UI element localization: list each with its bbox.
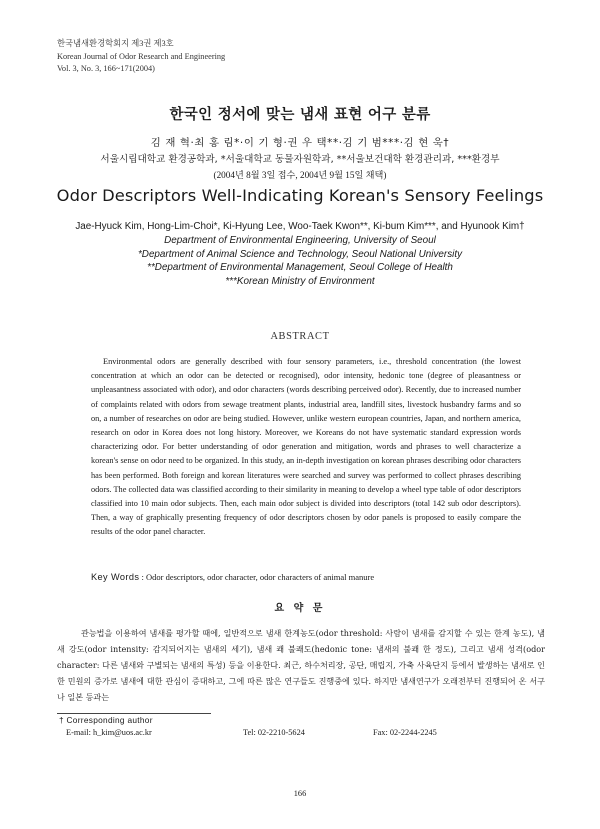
summary-korean-heading: 요 약 문 (274, 603, 326, 614)
keywords-separator: : (139, 572, 146, 582)
journal-title-ko: 한국냄새환경학회지 제3권 제3호 (57, 39, 174, 48)
corresponding-email: E-mail: h_kim@uos.ac.kr (66, 728, 152, 737)
affiliation-english: Department of Environmental Engineering, University of Seoul (164, 235, 436, 246)
keywords (91, 572, 374, 582)
abstract-heading: ABSTRACT (270, 331, 330, 342)
journal-title-en: Korean Journal of Odor Research and Engineering (57, 51, 226, 61)
affiliations-korean: 서울시립대학교 환경공학과, *서울대학교 동물자원학과, **서울보건대학 환경관리과, ***환경부 (100, 154, 500, 165)
corresponding-tel: Tel: 02-2210-5624 (243, 728, 305, 737)
corresponding-author-label: † Corresponding author (59, 715, 153, 725)
summary-korean-body: 관능법을 이용하여 냄새를 평가할 때에, 일반적으로 냄새 한계농도(odor threshold: 사람이 냄새를 감지할 수 있는 한계 농도), 냄새 강도(odor intensity: 감지되어지는 냄새의 세기), 냄새 쾌 불쾌도(hedonic tone: 냄새의 불쾌 한 정도), 그리고 냄새 성격(odor character: 다른 냄새와 구별되는 냄새의 특성) 등을 이용한다. 최근, 하수처리장, 공단, 매립지, 가축 사육단지 등에서 발생하는 냄새로 인한 민원의 증가로 냄새에 대한 관심이 증대하고, 그에 따른 많은 연구들도 진행중에 있다. 하지만 냄새연구가 오래전부터 진행되어 온 서구나 일본 등과는 (57, 628, 545, 702)
journal-header (57, 38, 225, 76)
affiliation-english: ***Korean Ministry of Environment (225, 276, 375, 287)
footnote-divider (57, 713, 211, 714)
authors-korean: 김 재 혁·최 홍 림*·이 기 형·권 우 택**·김 기 범***·김 현 욱† (150, 137, 450, 149)
keywords-label: Key Words (91, 572, 140, 582)
abstract-body: Environmental odors are generally described with four sensory parameters, i.e., threshold concentration (the lowest concentration at which an odor can be detected or recognised), odor intensity, hedonic tone (degree of pleasantness or unpleasantness associated with odor), and odor characters (words describing perceived odor). Recently, due to increased number of complaints related with odors from sewage treatment plants, industrial area, landfill sites, livestock husbandry farms and so on, a number of researches on odor are being studied. However, unlike western european countries, Japan, and northern america, research on odor in Korea does not long history. Moreover, we Koreans do not have systematic standard expression words characterizing odor. For better understanding of odor generation and mitigation, words and phrases to well characterize a korean's sense on odor need to be organized. In this study, an in-depth investigation on korean phrases describing odor characters has been performed. Both foreign and korean literatures were searched and survey was performed to collect phrases describing odors. The collected data was classified according to their similarity in meaning to develop a wheel type table of odor descriptors classified into 10 main odor subjects. Then, each main odor subject is divided into descriptors (total 142 sub odor descriptors). Then, a way of graphically presenting frequency of odor descriptors chosen by odor panels is proposed to easily compare the results of the odor panel character. (91, 357, 521, 537)
affiliation-english: *Department of Animal Science and Technology, Seoul National University (137, 249, 463, 260)
journal-volume: Vol. 3, No. 3, 166~171(2004) (57, 64, 155, 73)
title-english: Odor Descriptors Well-Indicating Korean's Sensory Feelings (56, 186, 544, 205)
received-accepted-dates: (2004년 8월 3일 접수, 2004년 9월 15일 채택) (213, 170, 387, 180)
keywords-text: Odor descriptors, odor character, odor characters of animal manure (146, 572, 375, 582)
affiliation-english: **Department of Environmental Management, Seoul College of Health (147, 262, 453, 273)
title-korean: 한국인 정서에 맞는 냄새 표현 어구 분류 (169, 107, 431, 123)
corresponding-fax: Fax: 02-2244-2245 (373, 728, 437, 737)
authors-english: Jae-Hyuck Kim, Hong-Lim-Choi*, Ki-Hyung Lee, Woo-Taek Kwon**, Ki-bum Kim***, and Hyunook Kim† (75, 221, 525, 232)
page-number: 166 (293, 789, 307, 798)
